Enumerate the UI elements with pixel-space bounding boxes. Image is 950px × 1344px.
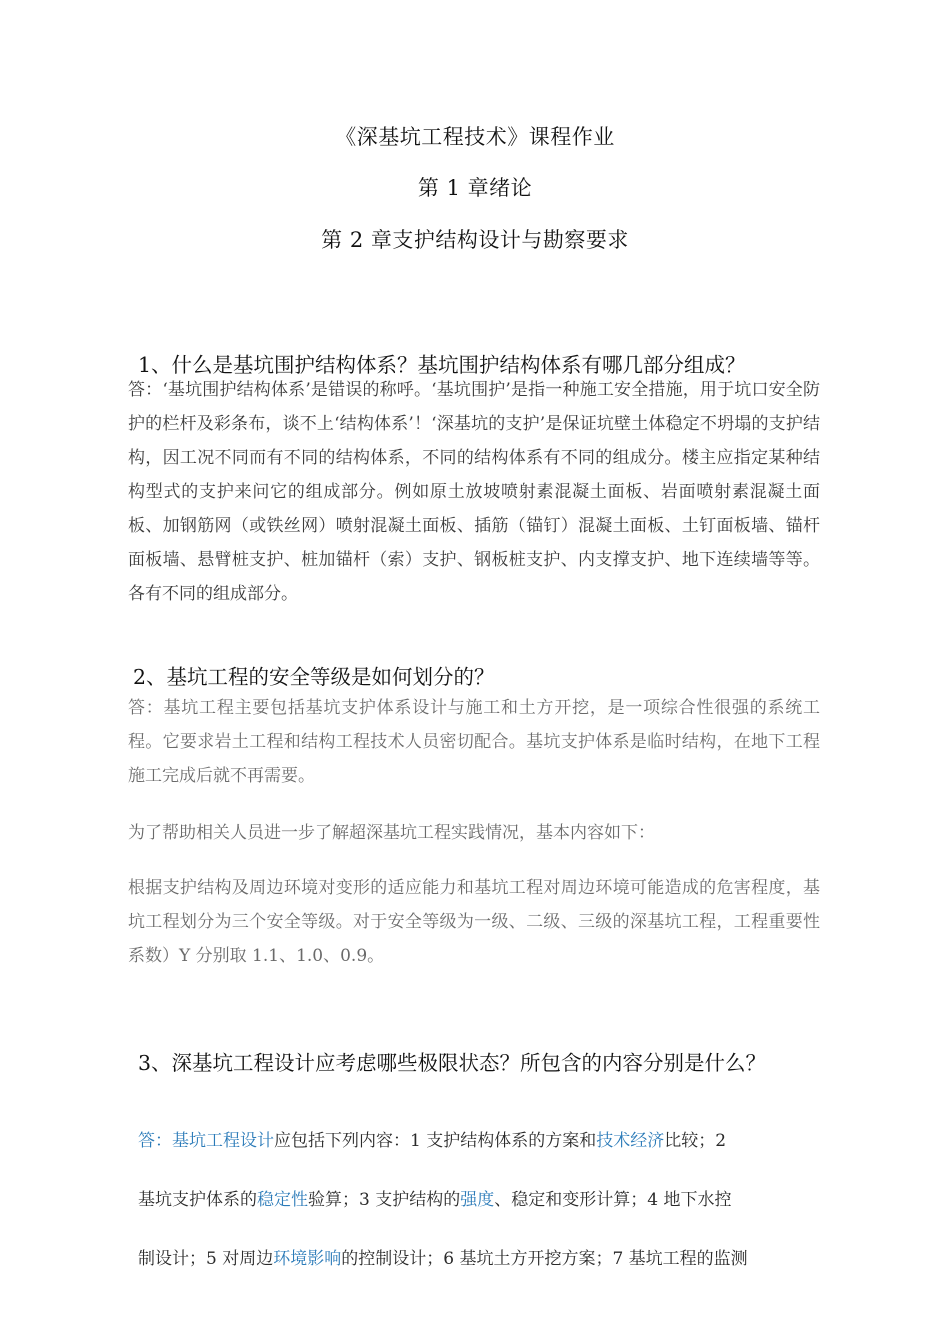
answer-prefix: 答： (138, 1131, 172, 1151)
question-1: 1、什么是基坑围护结构体系？基坑围护结构体系有哪几部分组成？ (138, 353, 746, 377)
answer-2-intro: 为了帮助相关人员进一步了解超深基坑工程实践情况，基本内容如下： (128, 823, 655, 843)
answer-3-text: 验算；3 支护结构的 (308, 1190, 461, 1210)
answer-3-text: 基坑支护体系的 (138, 1190, 257, 1210)
link-stability[interactable]: 稳定性 (257, 1190, 308, 1210)
answer-1: 答：‘基坑围护结构体系’是错误的称呼。‘基坑围护’是指一种施工安全措施，用于坑口安全防护的栏杆及彩条布，谈不上‘结构体系’！‘深基坑的支护’是保证坑壁土体稳定不坍塌的支护结构，因工况不同而有不同的结构体系，不同的结构体系有不同的组成分。楼主应指定某种结构型式的支护来问它的组成部分。例如原土放坡喷射素混凝土面板、岩面喷射素混凝土面板、加钢筋网（或铁丝网）喷射混凝土面板、插筋（锚钉）混凝土面板、土钉面板墙、锚杆面板墙、悬臂桩支护、桩加锚杆（索）支护、钢板桩支护、内支撑支护、地下连续墙等等。各有不同的组成部分。 (128, 380, 820, 604)
link-strength[interactable]: 强度 (460, 1190, 495, 1210)
answer-2: 答：基坑工程主要包括基坑支护体系设计与施工和土方开挖，是一项综合性很强的系统工程。它要求岩土工程和结构工程技术人员密切配合。基坑支护体系是临时结构，在地下工程施工完成后就不再需要。 (128, 698, 820, 786)
link-technical-economic[interactable]: 技术经济 (596, 1131, 665, 1151)
link-foundation-design[interactable]: 基坑工程设计 (172, 1131, 274, 1151)
question-3: 3、深基坑工程设计应考虑哪些极限状态？所包含的内容分别是什么？ (138, 1051, 767, 1075)
answer-3-text: 、稳定和变形计算；4 地下水控 (494, 1190, 732, 1210)
answer-3-text: 的控制设计；6 基坑土方开挖方案；7 基坑工程的监测 (341, 1249, 748, 1269)
answer-3-line-3 (138, 1244, 748, 1269)
course-title: 《深基坑工程技术》课程作业 (335, 125, 615, 149)
answer-3-text: 比较；2 (664, 1131, 727, 1151)
answer-3-line-2 (138, 1185, 731, 1210)
answer-3-line-1 (138, 1126, 726, 1151)
answer-3-text: 应包括下列内容：1 支护结构体系的方案和 (274, 1131, 597, 1151)
chapter-1-heading: 第 1 章绪论 (417, 176, 533, 200)
answer-3-text: 制设计；5 对周边 (138, 1249, 274, 1269)
link-environmental-impact[interactable]: 环境影响 (273, 1249, 342, 1269)
chapter-2-heading: 第 2 章支护结构设计与勘察要求 (321, 228, 629, 252)
question-2: 2、基坑工程的安全等级是如何划分的？ (133, 665, 495, 689)
answer-2-detail: 根据支护结构及周边环境对变形的适应能力和基坑工程对周边环境可能造成的危害程度，基坑工程划分为三个安全等级。对于安全等级为一级、二级、三级的深基坑工程，工程重要性系数）Y 分别取 1.1、1.0、0.9。 (128, 878, 820, 966)
